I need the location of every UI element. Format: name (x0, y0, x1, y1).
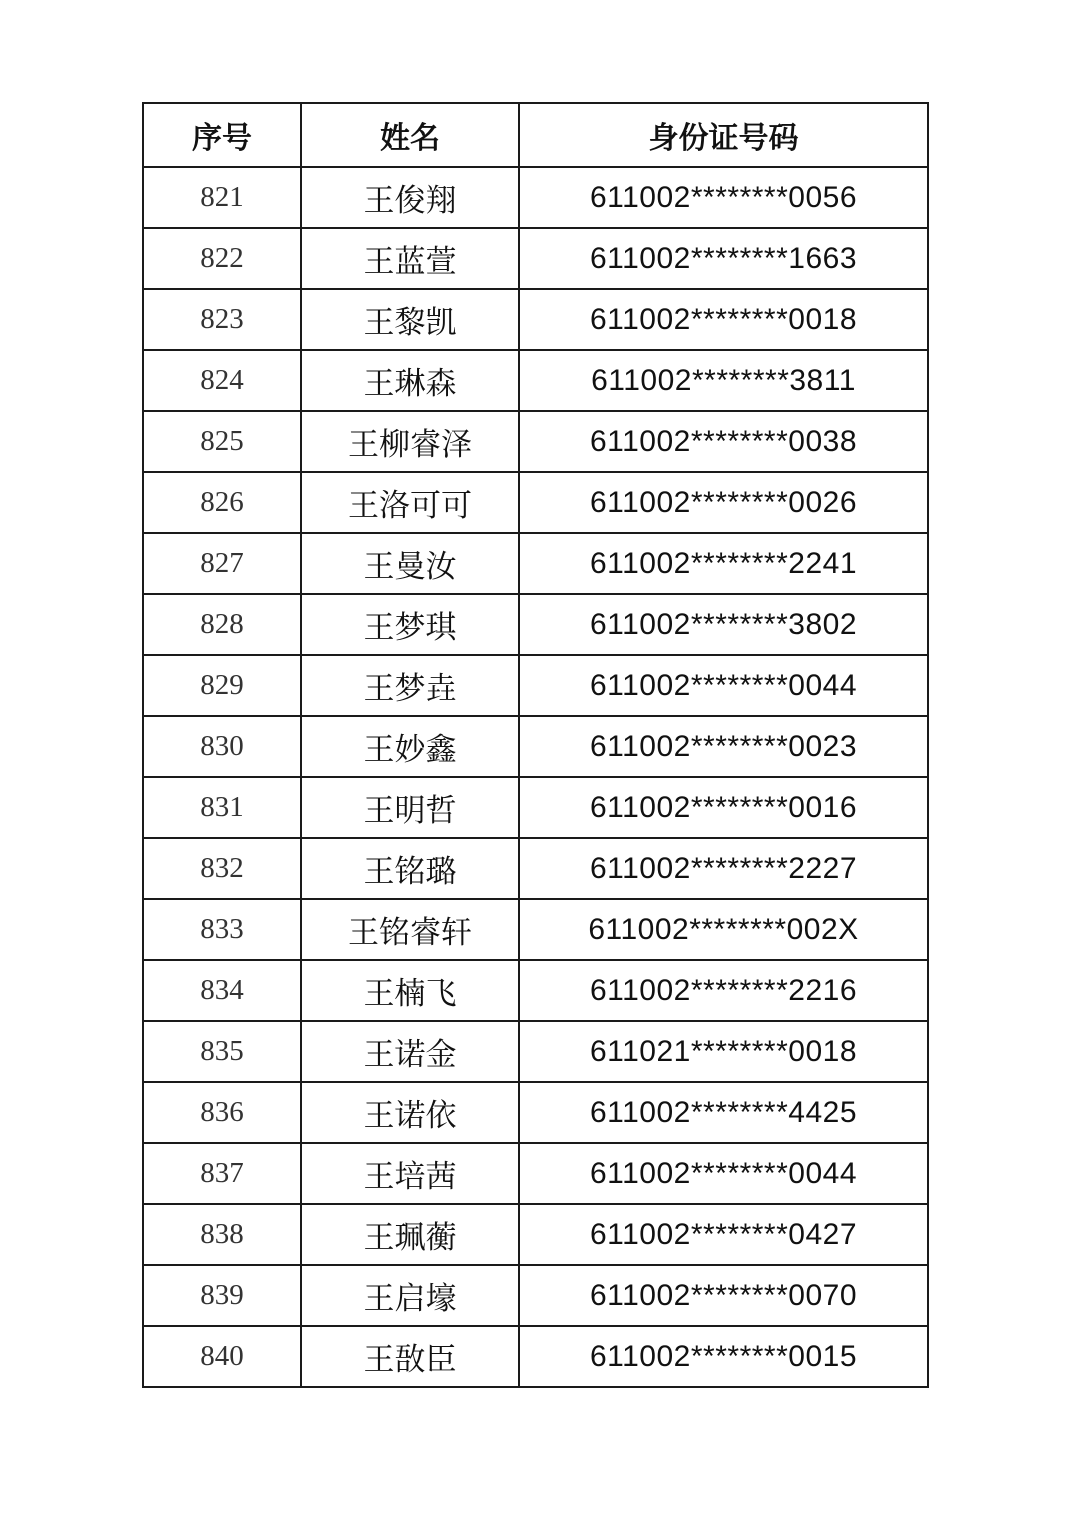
serial-number-cell: 836 (143, 1082, 301, 1143)
id-number-cell: 611021********0018 (519, 1021, 928, 1082)
name-cell: 王柳睿泽 (301, 411, 519, 472)
serial-number-cell: 822 (143, 228, 301, 289)
id-number-cell: 611002********2216 (519, 960, 928, 1021)
table-row (143, 350, 928, 411)
name-cell: 王蓝萱 (301, 228, 519, 289)
id-number-cell: 611002********0044 (519, 1143, 928, 1204)
name-cell: 王妙鑫 (301, 716, 519, 777)
name-cell: 王曼汝 (301, 533, 519, 594)
id-number-cell: 611002********0026 (519, 472, 928, 533)
serial-number-cell: 840 (143, 1326, 301, 1387)
serial-number-cell: 830 (143, 716, 301, 777)
id-number-cell: 611002********3811 (519, 350, 928, 411)
name-cell: 王培茜 (301, 1143, 519, 1204)
serial-number-cell: 825 (143, 411, 301, 472)
id-number-cell: 611002********0015 (519, 1326, 928, 1387)
serial-number-cell: 829 (143, 655, 301, 716)
name-cell: 王明哲 (301, 777, 519, 838)
id-number-cell: 611002********3802 (519, 594, 928, 655)
id-number-cell: 611002********0023 (519, 716, 928, 777)
header-serial-number: 序号 (143, 103, 301, 167)
id-number-cell: 611002********2227 (519, 838, 928, 899)
table-header (143, 103, 928, 167)
table-row (143, 167, 928, 228)
serial-number-cell: 839 (143, 1265, 301, 1326)
serial-number-cell: 827 (143, 533, 301, 594)
table-row (143, 533, 928, 594)
id-number-cell: 611002********0044 (519, 655, 928, 716)
serial-number-cell: 837 (143, 1143, 301, 1204)
serial-number-cell: 823 (143, 289, 301, 350)
serial-number-cell: 821 (143, 167, 301, 228)
table-row (143, 411, 928, 472)
table-row (143, 472, 928, 533)
name-cell: 王珮蘅 (301, 1204, 519, 1265)
name-cell: 王诺依 (301, 1082, 519, 1143)
serial-number-cell: 838 (143, 1204, 301, 1265)
table-row (143, 655, 928, 716)
id-number-cell: 611002********0018 (519, 289, 928, 350)
header-name: 姓名 (301, 103, 519, 167)
name-cell: 王铭璐 (301, 838, 519, 899)
header-row (143, 103, 928, 167)
serial-number-cell: 826 (143, 472, 301, 533)
serial-number-cell: 833 (143, 899, 301, 960)
table-row (143, 1326, 928, 1387)
name-cell: 王梦琪 (301, 594, 519, 655)
table-row (143, 1082, 928, 1143)
table-row (143, 960, 928, 1021)
name-cell: 王启壕 (301, 1265, 519, 1326)
header-id-number: 身份证号码 (519, 103, 928, 167)
table-row (143, 838, 928, 899)
id-number-cell: 611002********0038 (519, 411, 928, 472)
id-number-cell: 611002********1663 (519, 228, 928, 289)
serial-number-cell: 831 (143, 777, 301, 838)
table-body (143, 167, 928, 1387)
id-number-cell: 611002********4425 (519, 1082, 928, 1143)
serial-number-cell: 835 (143, 1021, 301, 1082)
name-cell: 王俊翔 (301, 167, 519, 228)
table-row (143, 716, 928, 777)
id-number-cell: 611002********0070 (519, 1265, 928, 1326)
id-number-cell: 611002********002X (519, 899, 928, 960)
id-number-cell: 611002********0427 (519, 1204, 928, 1265)
name-cell: 王琳森 (301, 350, 519, 411)
serial-number-cell: 828 (143, 594, 301, 655)
table-row (143, 289, 928, 350)
table-row (143, 777, 928, 838)
serial-number-cell: 834 (143, 960, 301, 1021)
name-cell: 王诺金 (301, 1021, 519, 1082)
table-row (143, 899, 928, 960)
id-number-cell: 611002********0056 (519, 167, 928, 228)
table-row (143, 1021, 928, 1082)
name-cell: 王黎凯 (301, 289, 519, 350)
name-cell: 王洛可可 (301, 472, 519, 533)
name-cell: 王楠飞 (301, 960, 519, 1021)
id-number-cell: 611002********0016 (519, 777, 928, 838)
id-number-cell: 611002********2241 (519, 533, 928, 594)
table-row (143, 1265, 928, 1326)
name-cell: 王敔臣 (301, 1326, 519, 1387)
serial-number-cell: 832 (143, 838, 301, 899)
name-cell: 王铭睿轩 (301, 899, 519, 960)
serial-number-cell: 824 (143, 350, 301, 411)
table-row (143, 594, 928, 655)
roster-table (142, 102, 929, 1388)
name-cell: 王梦垚 (301, 655, 519, 716)
table-row (143, 228, 928, 289)
table-row (143, 1143, 928, 1204)
table-row (143, 1204, 928, 1265)
